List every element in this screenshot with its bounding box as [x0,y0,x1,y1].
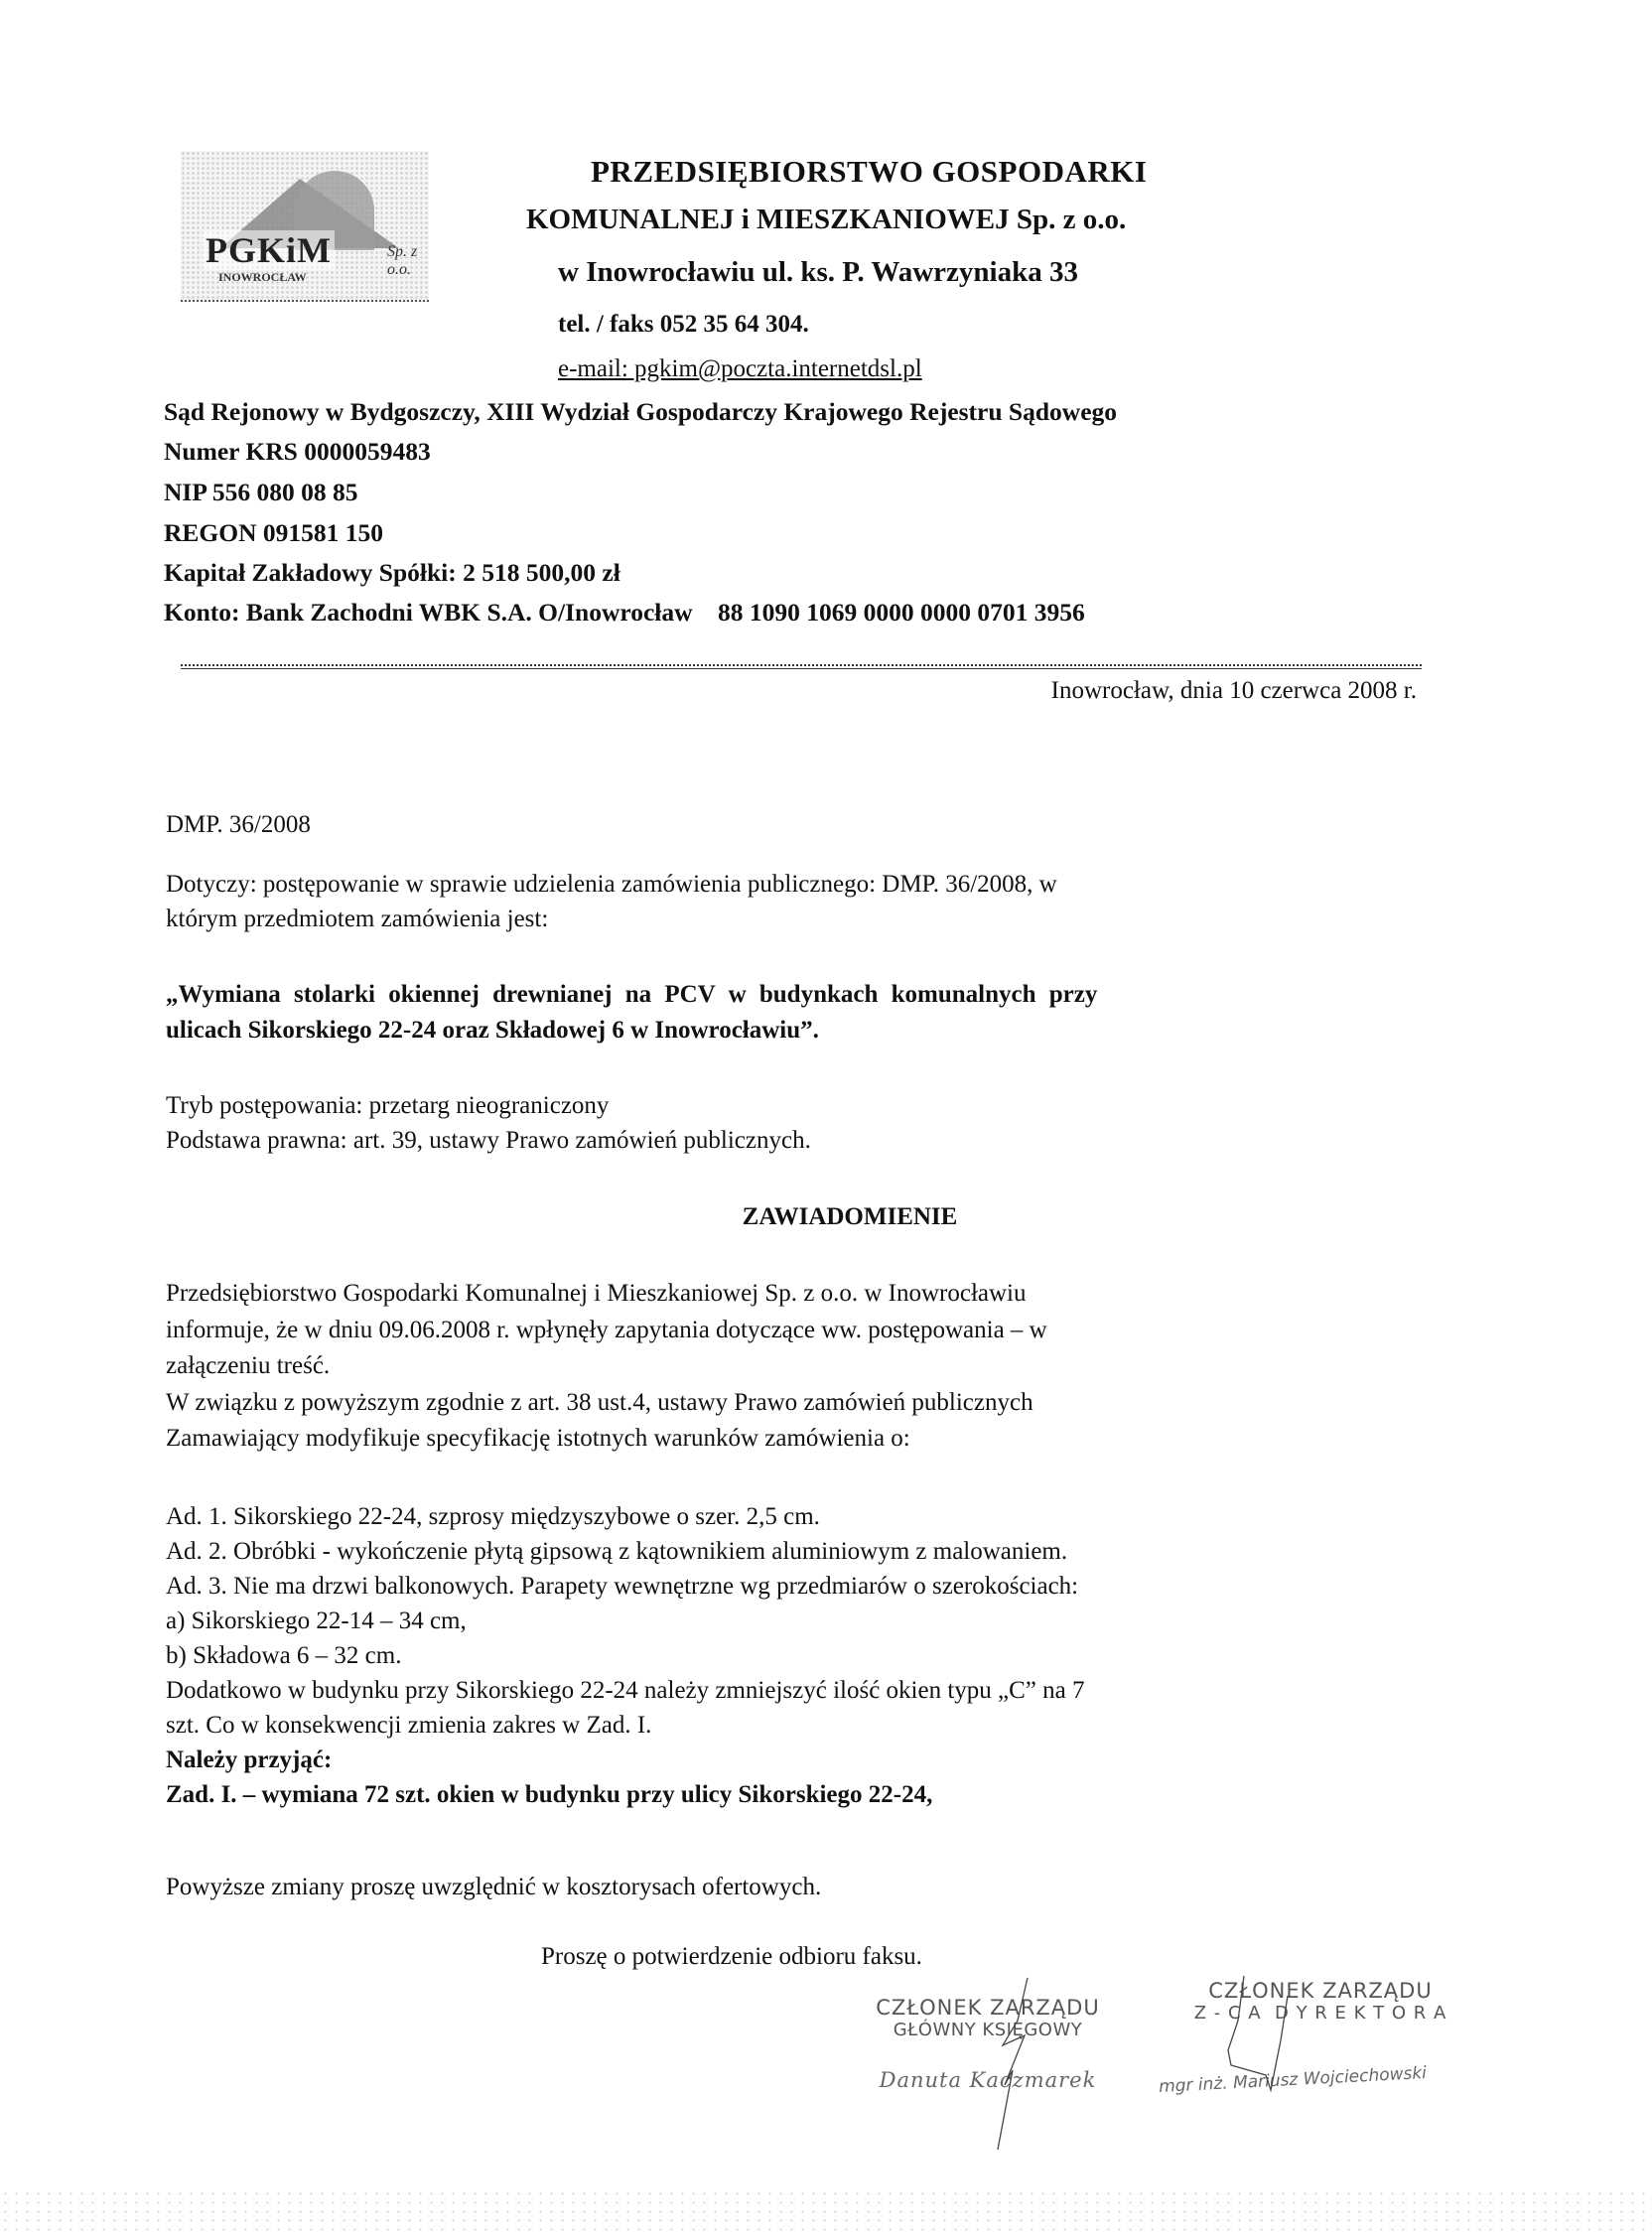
modification-item: a) Sikorskiego 22-14 – 34 cm, [166,1607,467,1634]
notice-body [166,1276,1047,1458]
reference-number: DMP. 36/2008 [166,811,311,838]
contract-title-line1: „Wymiana stolarki okiennej drewnianej na PCV w budynkach komunalnych przy [166,981,1098,1008]
notice-line: W związku z powyższym zgodnie z art. 38 ust.4, ustawy Prawo zamówień publicznych [166,1388,1033,1416]
header-separator [181,664,1422,669]
modification-item: Ad. 3. Nie ma drzwi balkonowych. Parapety wewnętrzne wg przedmiarów o szerokościach: [166,1573,1079,1600]
krs-number: Numer KRS 0000059483 [164,437,431,466]
company-phone: tel. / faks 052 35 64 304. [558,311,809,338]
legal-basis: Podstawa prawna: art. 39, ustawy Prawo zamówień publicznych. [166,1127,811,1154]
bank-account: Konto: Bank Zachodni WBK S.A. O/Inowrocław 88 1090 1069 0000 0000 0701 3956 [164,598,1085,627]
stamp-role: Z - C A D Y R E K T O R A [1193,2003,1447,2024]
notice-line: Zamawiający modyfikuje specyfikację istotnych warunków zamówienia o: [166,1425,910,1452]
procedure-mode: Tryb postępowania: przetarg nieograniczony [166,1092,610,1119]
court-registry: Sąd Rejonowy w Bydgoszczy, XIII Wydział Gospodarczy Krajowego Rejestru Sądowego [164,397,1118,426]
modification-item: szt. Co w konsekwencji zmienia zakres w Zad. I. [166,1712,652,1739]
modification-item: Ad. 1. Sikorskiego 22-24, szprosy międzyszybowe o szer. 2,5 cm. [166,1503,820,1530]
subject-line2: którym przedmiotem zamówienia jest: [166,906,549,932]
fax-confirmation-request: Proszę o potwierdzenie odbioru faksu. [541,1943,922,1970]
notice-line: załączeniu treść. [166,1352,331,1379]
stamp-role: GŁÓWNY KSIĘGOWY [893,2020,1083,2040]
notice-line: informuje, że w dniu 09.06.2008 r. wpłynęły zapytania dotyczące ww. postępowania – w [166,1316,1047,1343]
share-capital: Kapitał Zakładowy Spółki: 2 518 500,00 zł [164,558,620,587]
company-email-link[interactable]: e-mail: pgkim@poczta.internetdsl.pl [558,355,922,382]
logo-legal-suffix: Sp. z o.o. [387,243,418,278]
modification-item: Dodatkowo w budynku przy Sikorskiego 22-24 należy zmniejszyć ilość okien typu „C” na 7 [166,1677,1085,1704]
date-line: Inowrocław, dnia 10 czerwca 2008 r. [1050,677,1417,704]
stamp-signatory: Danuta Kaczmarek [879,2068,1097,2092]
company-name-line2: KOMUNALNEJ i MIESZKANIOWEJ Sp. z o.o. [526,204,1127,235]
modification-item: b) Składowa 6 – 32 cm. [166,1642,402,1669]
company-name-line1: PRZEDSIĘBIORSTWO GOSPODARKI [591,154,1148,189]
modifications-list [166,1499,1085,1812]
modification-item: Ad. 2. Obróbki - wykończenie płytą gipsową z kątownikiem aluminiowym z malowaniem. [166,1538,1068,1565]
scan-noise [0,2189,1652,2235]
company-address: w Inowrocławiu ul. ks. P. Wawrzyniaka 33 [558,256,1078,288]
stamp-title: CZŁONEK ZARZĄDU [876,1996,1100,2020]
company-logo [181,151,429,302]
logo-name: PGKiM [203,230,335,270]
adopt-label: Należy przyjąć: [166,1746,333,1773]
stamp-title: CZŁONEK ZARZĄDU [1208,1979,1433,2003]
nip-number: NIP 556 080 08 85 [164,478,358,506]
regon-number: REGON 091581 150 [164,518,384,547]
notice-line: Przedsiębiorstwo Gospodarki Komunalnej i Mieszkaniowej Sp. z o.o. w Inowrocławiu [166,1280,1027,1307]
signature-scribble-icon [1216,1971,1296,2100]
notice-heading: ZAWIADOMIENIE [742,1203,958,1230]
adopt-task: Zad. I. – wymiana 72 szt. okien w budynku przy ulicy Sikorskiego 22-24, [166,1781,933,1808]
logo-city: INOWROCŁAW [218,270,307,284]
stamp-signatory: mgr inż. Mariusz Wojciechowski [1158,2062,1428,2098]
contract-title-line2: ulicach Sikorskiego 22-24 oraz Składowej 6 w Inowrocławiu”. [166,1017,819,1044]
signature-scribble-icon [983,1976,1042,2150]
closing-line: Powyższe zmiany proszę uwzględnić w kosztorysach ofertowych. [166,1874,822,1900]
subject-line1: Dotyczy: postępowanie w sprawie udzielenia zamówienia publicznego: DMP. 36/2008, w [166,871,1057,898]
